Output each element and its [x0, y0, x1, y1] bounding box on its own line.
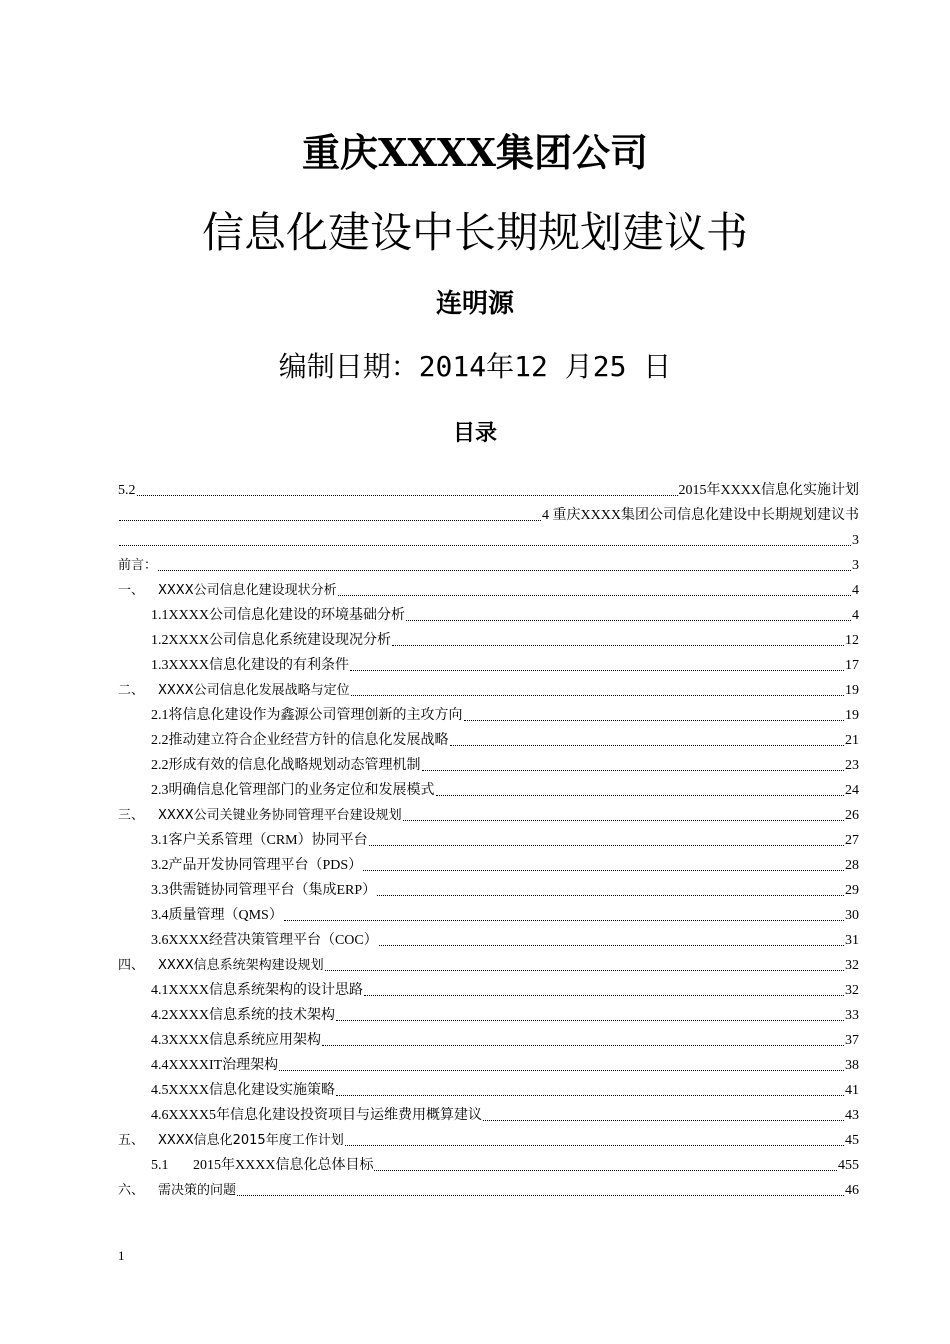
toc-row[interactable]	[118, 753, 859, 778]
toc-leader	[158, 553, 851, 571]
toc-leader	[350, 653, 844, 671]
toc-page: 32	[845, 983, 859, 998]
toc-leader	[392, 628, 844, 646]
toc-page: 3	[852, 533, 859, 548]
toc-row[interactable]	[118, 503, 859, 528]
toc-leader	[422, 753, 845, 771]
toc-label: 2.1将信息化建设作为鑫源公司管理创新的主攻方向	[151, 708, 463, 723]
table-of-contents	[118, 478, 859, 1203]
toc-page: 19	[845, 683, 859, 698]
toc-page: 455	[838, 1158, 859, 1173]
toc-page: 41	[845, 1083, 859, 1098]
toc-row[interactable]	[118, 1103, 859, 1128]
toc-label: XXXX公司关键业务协同管理平台建设规划	[158, 808, 402, 823]
toc-page: 43	[845, 1108, 859, 1123]
toc-label: 1.2XXXX公司信息化系统建设现况分析	[151, 633, 391, 648]
toc-page: 2015年XXXX信息化实施计划	[678, 483, 859, 498]
toc-label: 4.6XXXX5年信息化建设投资项目与运维费用概算建议	[151, 1108, 482, 1123]
toc-page: 31	[845, 933, 859, 948]
toc-chapter-number: 五、	[118, 1133, 145, 1148]
toc-row[interactable]	[118, 1178, 859, 1203]
toc-entries	[118, 578, 859, 1203]
toc-row[interactable]	[118, 778, 859, 803]
toc-page: 3	[852, 558, 859, 573]
toc-row[interactable]	[118, 728, 859, 753]
toc-row[interactable]	[118, 953, 859, 978]
toc-label: 1.1XXXX公司信息化建设的环境基础分析	[151, 608, 405, 623]
toc-page: 27	[845, 833, 859, 848]
toc-chapter-number: 三、	[118, 808, 145, 823]
toc-leader	[279, 1053, 844, 1071]
document-title: 重庆XXXX集团公司	[302, 130, 648, 175]
toc-page: 19	[845, 708, 859, 723]
toc-chapter-number: 一、	[118, 583, 145, 598]
toc-label: 4.5XXXX信息化建设实施策略	[151, 1083, 335, 1098]
toc-leader	[351, 678, 844, 696]
toc-leader	[406, 603, 851, 621]
toc-page: 26	[845, 808, 859, 823]
toc-label: 2.2形成有效的信息化战略规划动态管理机制	[151, 758, 421, 773]
toc-leader	[345, 1128, 844, 1146]
toc-leader	[374, 1153, 837, 1171]
toc-label: 3.3供需链协同管理平台（集成ERP）	[151, 883, 377, 898]
toc-row[interactable]	[118, 978, 859, 1003]
toc-page: 37	[845, 1033, 859, 1048]
toc-row[interactable]	[118, 803, 859, 828]
compile-date: 编制日期：2014年12 月25 日	[278, 350, 672, 383]
toc-leader	[377, 878, 844, 896]
toc-leader	[450, 728, 845, 746]
toc-page: 32	[845, 958, 859, 973]
toc-row[interactable]	[118, 653, 859, 678]
toc-chapter-number: 四、	[118, 958, 145, 973]
toc-leader	[119, 528, 851, 546]
toc-chapter-number: 二、	[118, 683, 145, 698]
toc-page: 33	[845, 1008, 859, 1023]
toc-label: 4.4XXXXIT治理架构	[151, 1058, 279, 1073]
toc-row[interactable]	[118, 553, 859, 578]
toc-row[interactable]	[118, 903, 859, 928]
toc-row[interactable]	[118, 628, 859, 653]
toc-label: 2.3明确信息化管理部门的业务定位和发展模式	[151, 783, 435, 798]
toc-leader	[363, 853, 844, 871]
toc-leader	[403, 803, 844, 821]
toc-label: 5.2	[118, 483, 136, 498]
toc-leader	[119, 503, 541, 521]
document-subtitle: 信息化建设中长期规划建议书	[201, 208, 748, 257]
toc-row[interactable]	[118, 678, 859, 703]
toc-row[interactable]	[118, 603, 859, 628]
toc-page: 30	[845, 908, 859, 923]
toc-page: 21	[845, 733, 859, 748]
toc-row[interactable]	[118, 1003, 859, 1028]
toc-leader	[483, 1103, 844, 1121]
toc-leader	[336, 1003, 844, 1021]
toc-label: XXXX信息系统架构建设规划	[158, 958, 324, 973]
toc-label: 2.2推动建立符合企业经营方针的信息化发展战略	[151, 733, 449, 748]
toc-heading: 目录	[452, 421, 497, 446]
toc-page: 24	[845, 783, 859, 798]
toc-row[interactable]	[118, 1153, 859, 1178]
toc-leader	[336, 1078, 844, 1096]
page-number: 1	[118, 1248, 125, 1263]
toc-label: 1.3XXXX信息化建设的有利条件	[151, 658, 349, 673]
toc-page: 46	[845, 1183, 859, 1198]
toc-label: 3.4质量管理（QMS）	[151, 908, 283, 923]
toc-page: 28	[845, 858, 859, 873]
toc-row[interactable]	[118, 578, 859, 603]
toc-row[interactable]	[118, 703, 859, 728]
toc-row[interactable]	[118, 1053, 859, 1078]
toc-row[interactable]	[118, 1028, 859, 1053]
toc-row[interactable]	[118, 878, 859, 903]
toc-leader	[325, 953, 844, 971]
toc-page: 38	[845, 1058, 859, 1073]
toc-leader	[284, 903, 844, 921]
toc-page: 4	[852, 608, 859, 623]
toc-leader	[237, 1178, 844, 1196]
toc-row[interactable]	[118, 828, 859, 853]
toc-label: 4.2XXXX信息系统的技术架构	[151, 1008, 335, 1023]
toc-label: 3.2产品开发协同管理平台（PDS）	[151, 858, 363, 873]
toc-label: 3.1客户关系管理（CRM）协同平台	[151, 833, 368, 848]
toc-label: 需决策的问题	[158, 1183, 237, 1198]
toc-row[interactable]	[118, 1078, 859, 1103]
toc-page: 12	[845, 633, 859, 648]
toc-page: 4	[852, 583, 859, 598]
toc-page: 29	[845, 883, 859, 898]
toc-page: 45	[845, 1133, 859, 1148]
toc-leader	[322, 1028, 844, 1046]
author-name: 连明源	[435, 289, 514, 319]
toc-leader	[137, 478, 678, 496]
toc-leader	[369, 828, 844, 846]
toc-label: 4.3XXXX信息系统应用架构	[151, 1033, 321, 1048]
toc-leader	[379, 928, 844, 946]
toc-label: XXXX公司信息化发展战略与定位	[158, 683, 350, 698]
toc-leader	[364, 978, 844, 996]
toc-row[interactable]	[118, 1128, 859, 1153]
toc-leader	[436, 778, 845, 796]
toc-page: 4 重庆XXXX集团公司信息化建设中长期规划建议书	[542, 508, 859, 523]
toc-page: 23	[845, 758, 859, 773]
toc-label: XXXX公司信息化建设现状分析	[158, 583, 337, 598]
toc-label: 3.6XXXX经营决策管理平台（COC）	[151, 933, 378, 948]
toc-leader	[338, 578, 851, 596]
toc-chapter-number: 六、	[118, 1183, 145, 1198]
toc-row[interactable]	[118, 528, 859, 553]
toc-page: 17	[845, 658, 859, 673]
toc-label: XXXX信息化2015年度工作计划	[158, 1133, 344, 1148]
toc-label: 4.1XXXX信息系统架构的设计思路	[151, 983, 363, 998]
toc-row[interactable]	[118, 478, 859, 503]
toc-leader	[464, 703, 845, 721]
toc-row[interactable]	[118, 928, 859, 953]
toc-row[interactable]	[118, 853, 859, 878]
toc-label: 前言：	[118, 558, 158, 573]
toc-label: 5.1 2015年XXXX信息化总体目标	[151, 1158, 374, 1173]
